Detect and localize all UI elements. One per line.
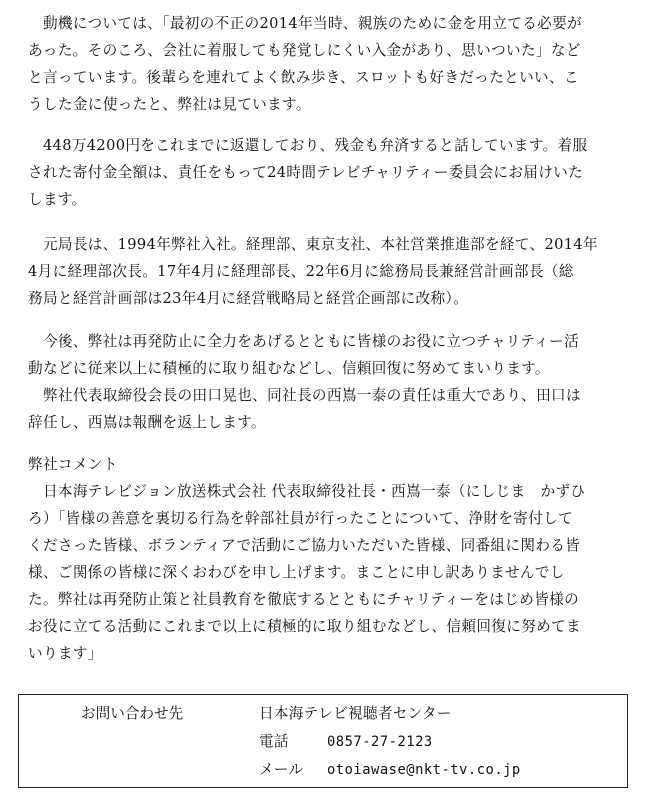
contact-label: お問い合わせ先 xyxy=(81,705,184,722)
text-line: うした金に使ったと、弊社は見ています。 xyxy=(28,96,311,113)
text-line: と言っています。後輩らを連れてよく飲み歩き、スロットも好きだったといい、こ xyxy=(28,69,579,86)
contact-center: 日本海テレビ視聴者センター xyxy=(259,705,452,722)
contact-mail-row xyxy=(259,756,521,784)
text-line: お役に立てる活動にこれまで以上に積極的に取り組むなどし、信頼回復に努めてま xyxy=(28,618,581,635)
paragraph-comment xyxy=(28,451,628,667)
comment-heading: 弊社コメント xyxy=(28,456,118,473)
text-line: 務局と経営計画部は23年4月に経営戦略局と経営企画部に改称）。 xyxy=(28,290,469,307)
phone-label: 電話 xyxy=(259,733,289,750)
paragraph-motive xyxy=(28,10,628,118)
text-line: あった。そのころ、会社に着服しても発覚しにくい入金があり、思いついた」など xyxy=(28,42,581,59)
paragraph-repayment xyxy=(28,132,628,213)
contact-box xyxy=(18,694,628,788)
text-line: いります」 xyxy=(28,645,103,662)
mail-address[interactable]: otoiawase@nkt-tv.co.jp xyxy=(327,762,521,778)
paragraph-future xyxy=(28,328,628,436)
text-line: た。弊社は再発防止策と社員教育を徹底するとともにチャリティーをはじめ皆様の xyxy=(28,591,580,608)
text-line: された寄付金全額は、責任をもって24時間テレビチャリティー委員会にお届けいた xyxy=(28,164,584,181)
text-line: 4月に経理部次長。17年4月に経理部長、22年6月に総務局長兼経営計画部長（総 xyxy=(28,263,574,280)
text-line: 448万4200円をこれまでに返還しており、残金も弁済すると話しています。着服 xyxy=(28,137,588,154)
text-line: 動機については、「最初の不正の2014年当時、親族のために金を用立てる必要が xyxy=(28,15,582,32)
text-line: 今後、弊社は再発防止に全力をあげるとともに皆様のお役に立つチャリティー活 xyxy=(28,333,580,350)
text-line: 様、ご関係の皆様に深くおわびを申し上げます。まことに申し訳ありませんでし xyxy=(28,564,565,581)
paragraph-career xyxy=(28,231,628,312)
text-line: 弊社代表取締役会長の田口晃也、同社長の西嶌一泰の責任は重大であり、田口は xyxy=(28,387,581,404)
text-line: 辞任し、西嶌は報酬を返上します。 xyxy=(28,414,266,431)
text-line: くださった皆様、ボランティアで活動にご協力いただいた皆様、同番組に関わる皆 xyxy=(28,537,581,554)
mail-label: メール xyxy=(259,761,304,778)
text-line: します。 xyxy=(28,191,87,208)
text-line: 元局長は、1994年弊社入社。経理部、東京支社、本社営業推進部を経て、2014年 xyxy=(28,236,598,253)
phone-number: 0857-27-2123 xyxy=(327,734,433,750)
contact-phone-row xyxy=(259,728,433,756)
text-line: ろ）「皆様の善意を裏切る行為を幹部社員が行ったことについて、浄財を寄付して xyxy=(28,510,574,527)
text-line: 動などに従来以上に積極的に取り組むなどし、信頼回復に努めてまいります。 xyxy=(28,360,550,377)
text-line: 日本海テレビジョン放送株式会社 代表取締役社長・西嶌一泰（にしじま かずひ xyxy=(28,483,586,500)
